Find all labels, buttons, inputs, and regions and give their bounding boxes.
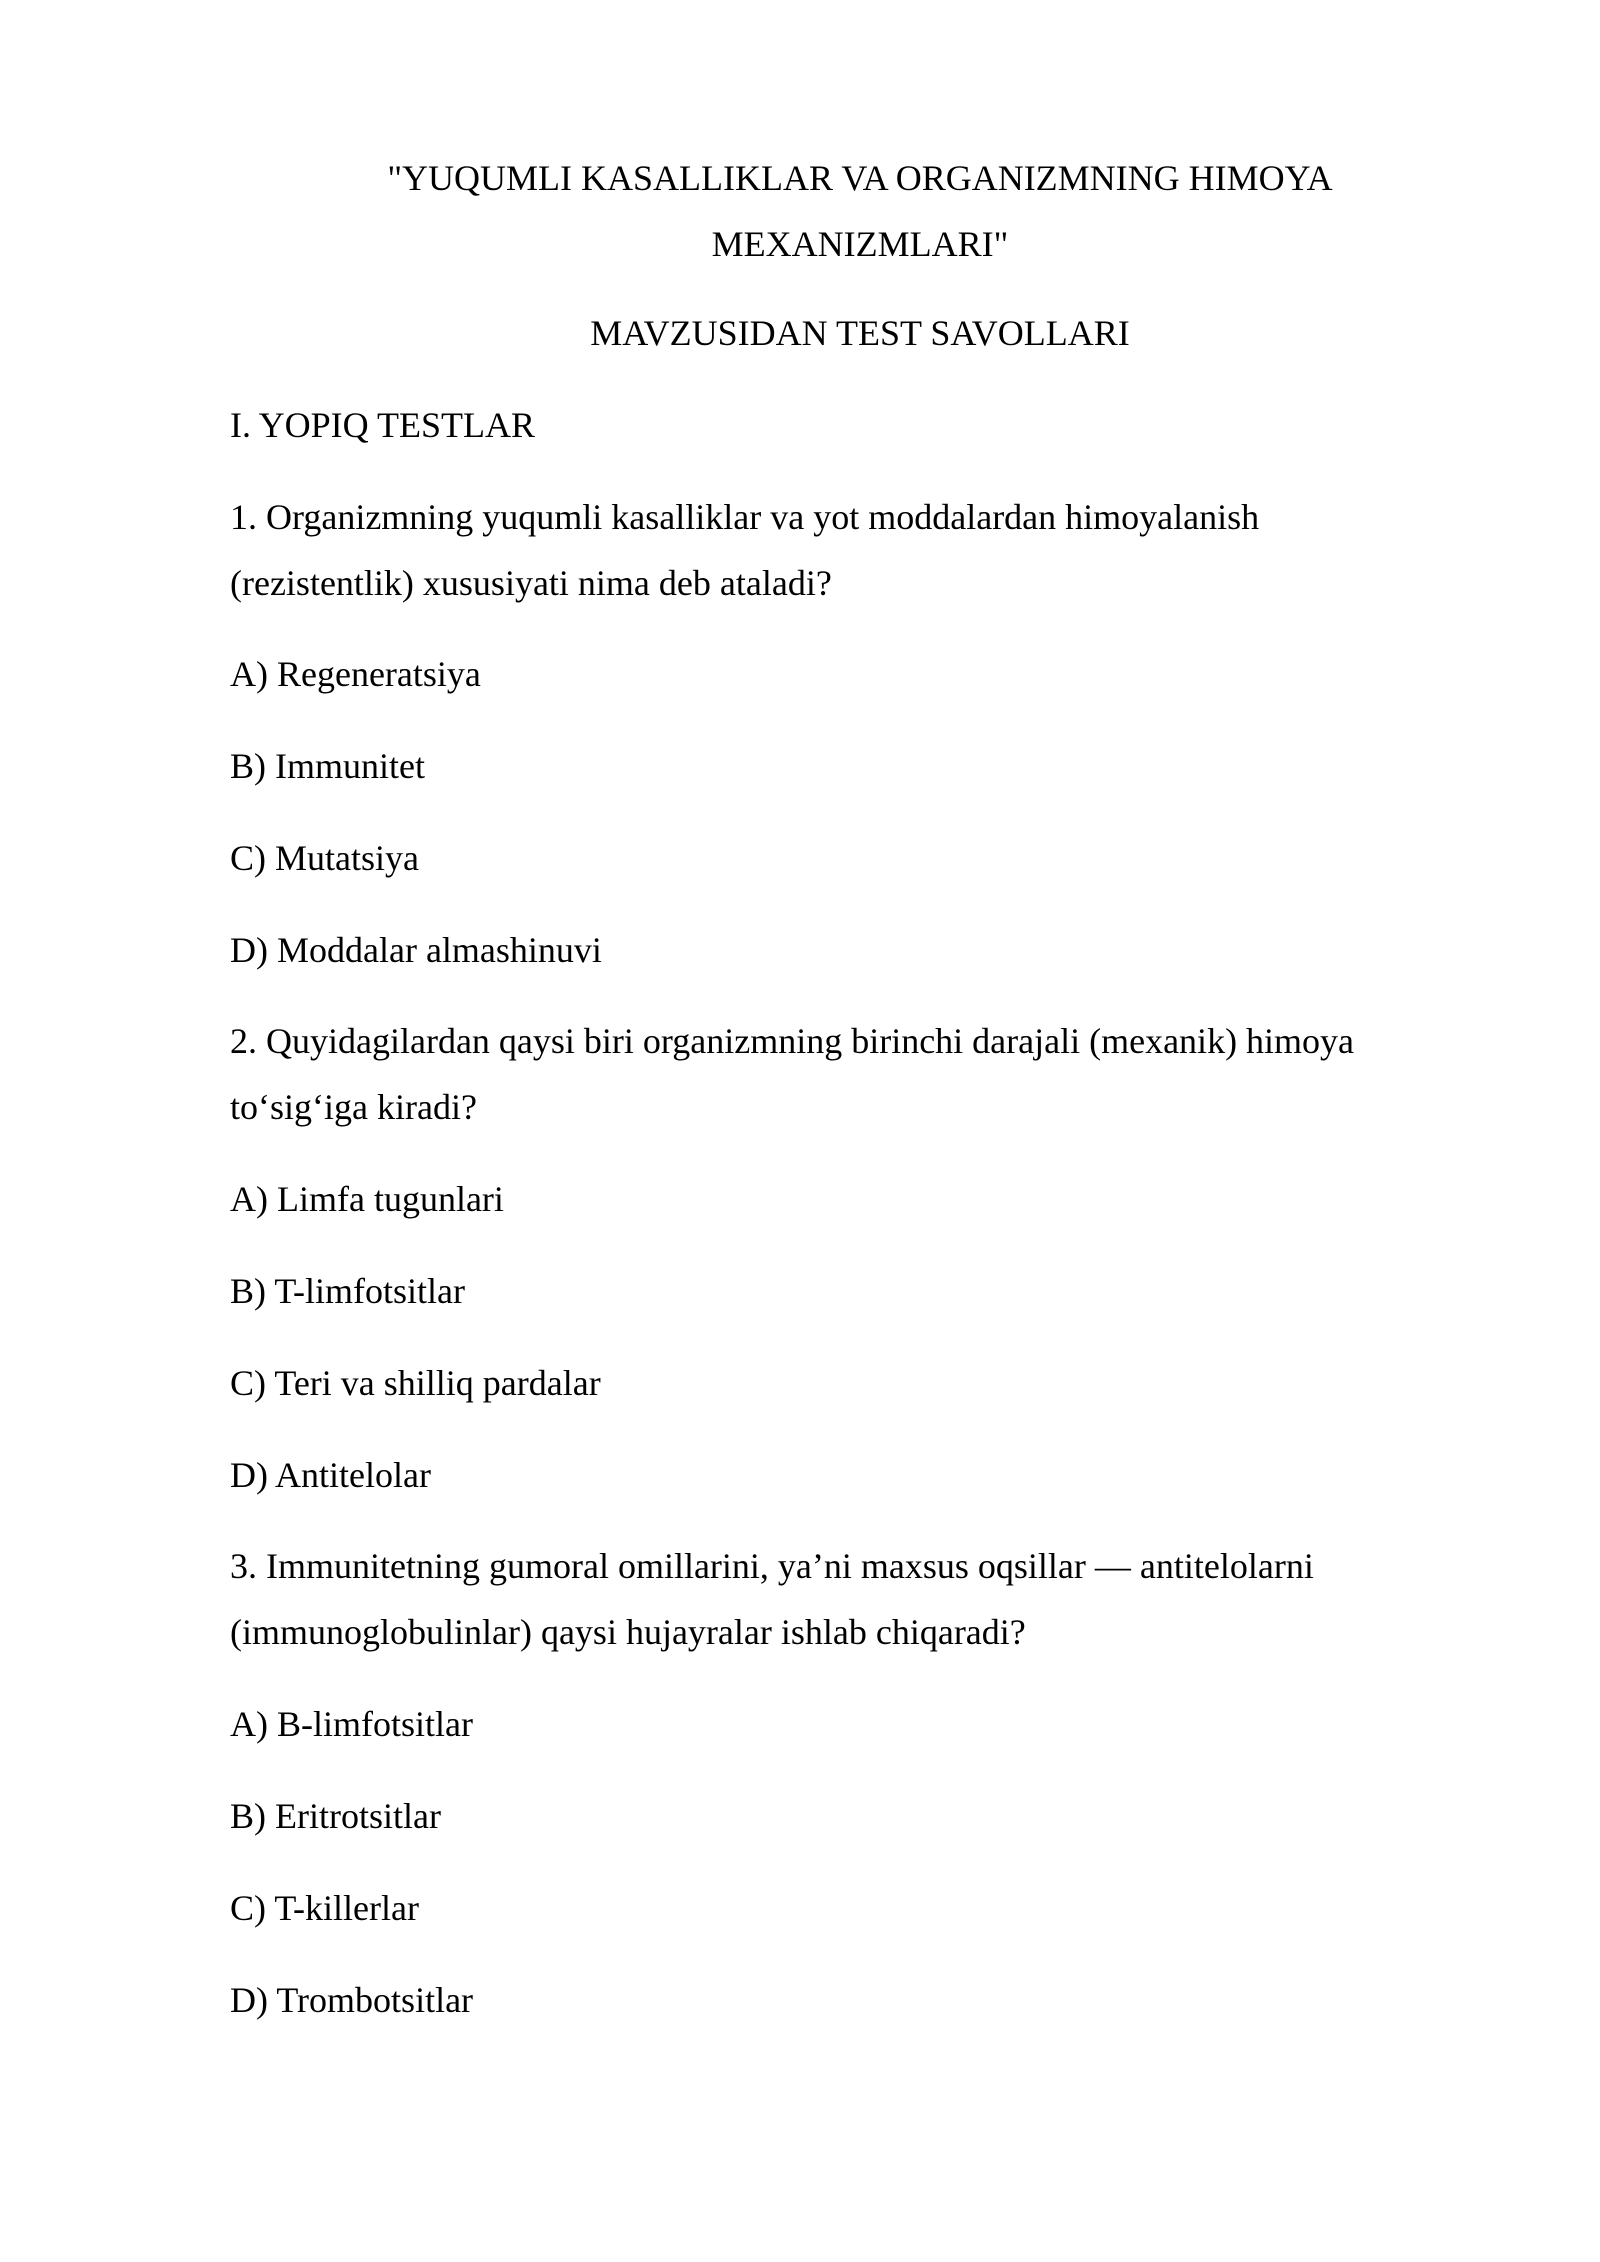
answer-option: D) Moddalar almashinuvi [230,930,602,970]
answer-option: A) Regeneratsiya [230,654,481,694]
question-text-line: to‘sig‘iga kiradi? [230,1087,477,1127]
answer-option: A) Limfa tugunlari [230,1179,504,1219]
answer-option: B) Immunitet [230,746,425,786]
answer-option: C) Teri va shilliq pardalar [230,1363,601,1403]
question-text-line: 3. Immunitetning gumoral omillarini, ya’ni maxsus oqsillar — antitelolarni [230,1546,1314,1586]
answer-option: C) T-killerlar [230,1888,419,1928]
question-text-line: (rezistentlik) xususiyati nima deb ataladi? [230,563,832,603]
answer-option: D) Trombotsitlar [230,1980,474,2020]
document-subtitle: MAVZUSIDAN TEST SAVOLLARI [590,313,1130,353]
answer-option: A) B-limfotsitlar [230,1704,473,1744]
answer-option: B) Eritrotsitlar [230,1796,441,1836]
title-line-1: "YUQUMLI KASALLIKLAR VA ORGANIZMNING HIMOYA [387,158,1333,198]
document-title [270,145,1450,277]
question-text-line: 1. Organizmning yuqumli kasalliklar va yot moddalardan himoyalanish [230,497,1260,537]
title-line-2: MEXANIZMLARI" [711,224,1009,264]
answer-option: D) Antitelolar [230,1455,431,1495]
question-text-line: (immunoglobulinlar) qaysi hujayralar ishlab chiqaradi? [230,1612,1026,1652]
question-text-line: 2. Quyidagilardan qaysi biri organizmning birinchi darajali (mexanik) himoya [230,1021,1355,1061]
answer-option: C) Mutatsiya [230,838,419,878]
section-heading: I. YOPIQ TESTLAR [230,405,535,445]
answer-option: B) T-limfotsitlar [230,1271,466,1311]
